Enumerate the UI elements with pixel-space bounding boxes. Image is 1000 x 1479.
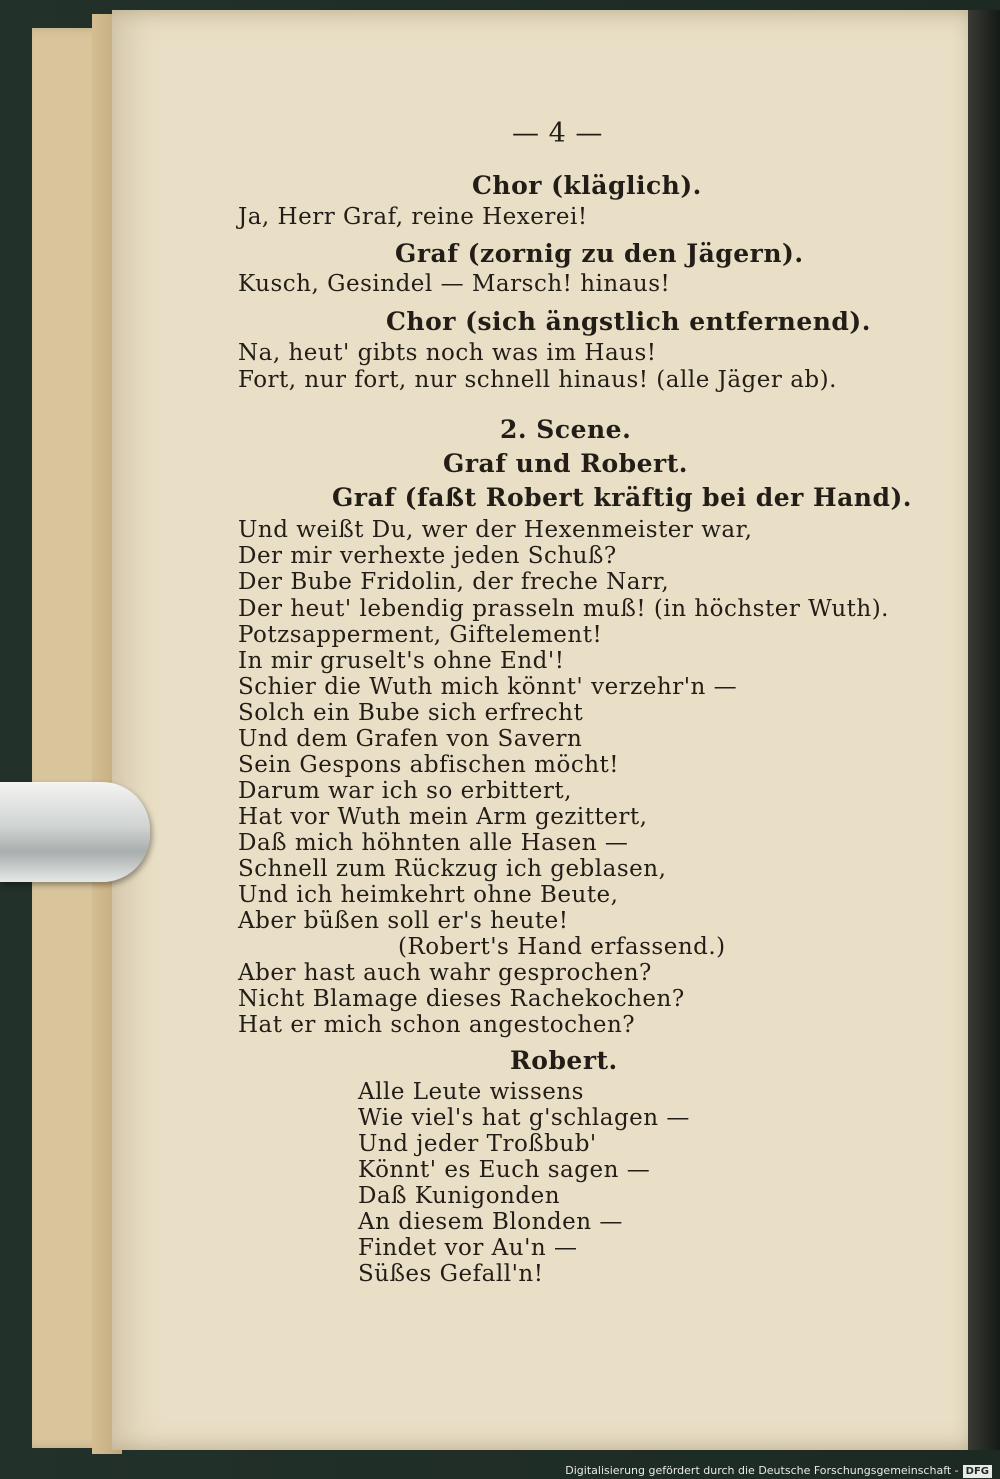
speaker-chor: Chor (kläglich).	[472, 171, 702, 200]
verse-line: Der Bube Fridolin, der freche Narr,	[238, 569, 670, 595]
verse-line: Der heut' lebendig prasseln muß! (in höchster Wuth).	[238, 596, 889, 622]
verse-line: Potzsapperment, Giftelement!	[238, 622, 603, 648]
verse-line: Hat er mich schon angestochen?	[238, 1012, 636, 1038]
verse-line: Daß mich höhnten alle Hasen —	[238, 830, 629, 856]
verse-line: Solch ein Bube sich erfrecht	[238, 700, 584, 726]
verse-line: Aber hast auch wahr gesprochen?	[238, 960, 652, 986]
verse-line: Darum war ich so erbittert,	[238, 778, 572, 804]
page-clip	[0, 782, 150, 882]
scene-heading: 2. Scene.	[500, 415, 632, 444]
digitization-footer	[0, 1462, 992, 1479]
verse-line: Und ich heimkehrt ohne Beute,	[238, 882, 619, 908]
verse-line: Und jeder Troßbub'	[358, 1131, 597, 1157]
verse-line: Und weißt Du, wer der Hexenmeister war,	[238, 517, 753, 543]
verse-line: Schier die Wuth mich könnt' verzehr'n —	[238, 674, 738, 700]
verse-line: In mir gruselt's ohne End'!	[238, 648, 565, 674]
verse-line: Und dem Grafen von Savern	[238, 726, 583, 752]
verse-line: Sein Gespons abfischen möcht!	[238, 752, 620, 778]
dfg-logo: DFG	[963, 1465, 992, 1478]
verse-line: Wie viel's hat g'schlagen —	[358, 1105, 690, 1131]
speaker-graf: Graf (zornig zu den Jägern).	[395, 239, 804, 268]
verse-line: Nicht Blamage dieses Rachekochen?	[238, 986, 685, 1012]
verse-line: Findet vor Au'n —	[358, 1235, 578, 1261]
verse-line: Hat vor Wuth mein Arm gezittert,	[238, 804, 648, 830]
footer-text: Digitalisierung gefördert durch die Deutsche Forschungsgemeinschaft -	[565, 1464, 959, 1477]
speaker-graf: Graf (faßt Robert kräftig bei der Hand).	[332, 483, 912, 512]
page-gutter-shadow	[968, 10, 1000, 1450]
verse-line: An diesem Blonden —	[358, 1209, 623, 1235]
verse-line: Könnt' es Euch sagen —	[358, 1157, 651, 1183]
verse-line: Der mir verhexte jeden Schuß?	[238, 543, 617, 569]
verse-line: Aber büßen soll er's heute!	[238, 908, 569, 934]
verse-line: Schnell zum Rückzug ich geblasen,	[238, 856, 667, 882]
speaker-robert: Robert.	[510, 1046, 618, 1075]
verse-line: Ja, Herr Graf, reine Hexerei!	[238, 204, 588, 230]
verse-line: Fort, nur fort, nur schnell hinaus! (alle Jäger ab).	[238, 367, 837, 393]
verse-line: Alle Leute wissens	[358, 1079, 584, 1105]
verse-line: Süßes Gefall'n!	[358, 1261, 544, 1287]
scene-characters: Graf und Robert.	[443, 449, 688, 478]
speaker-chor: Chor (sich ängstlich entfernend).	[386, 307, 871, 336]
verse-line: Kusch, Gesindel — Marsch! hinaus!	[238, 271, 671, 297]
verse-line: Na, heut' gibts noch was im Haus!	[238, 340, 657, 366]
verse-line: Daß Kunigonden	[358, 1183, 561, 1209]
page-number: — 4 —	[512, 118, 603, 149]
stage-direction: (Robert's Hand erfassend.)	[398, 934, 726, 960]
